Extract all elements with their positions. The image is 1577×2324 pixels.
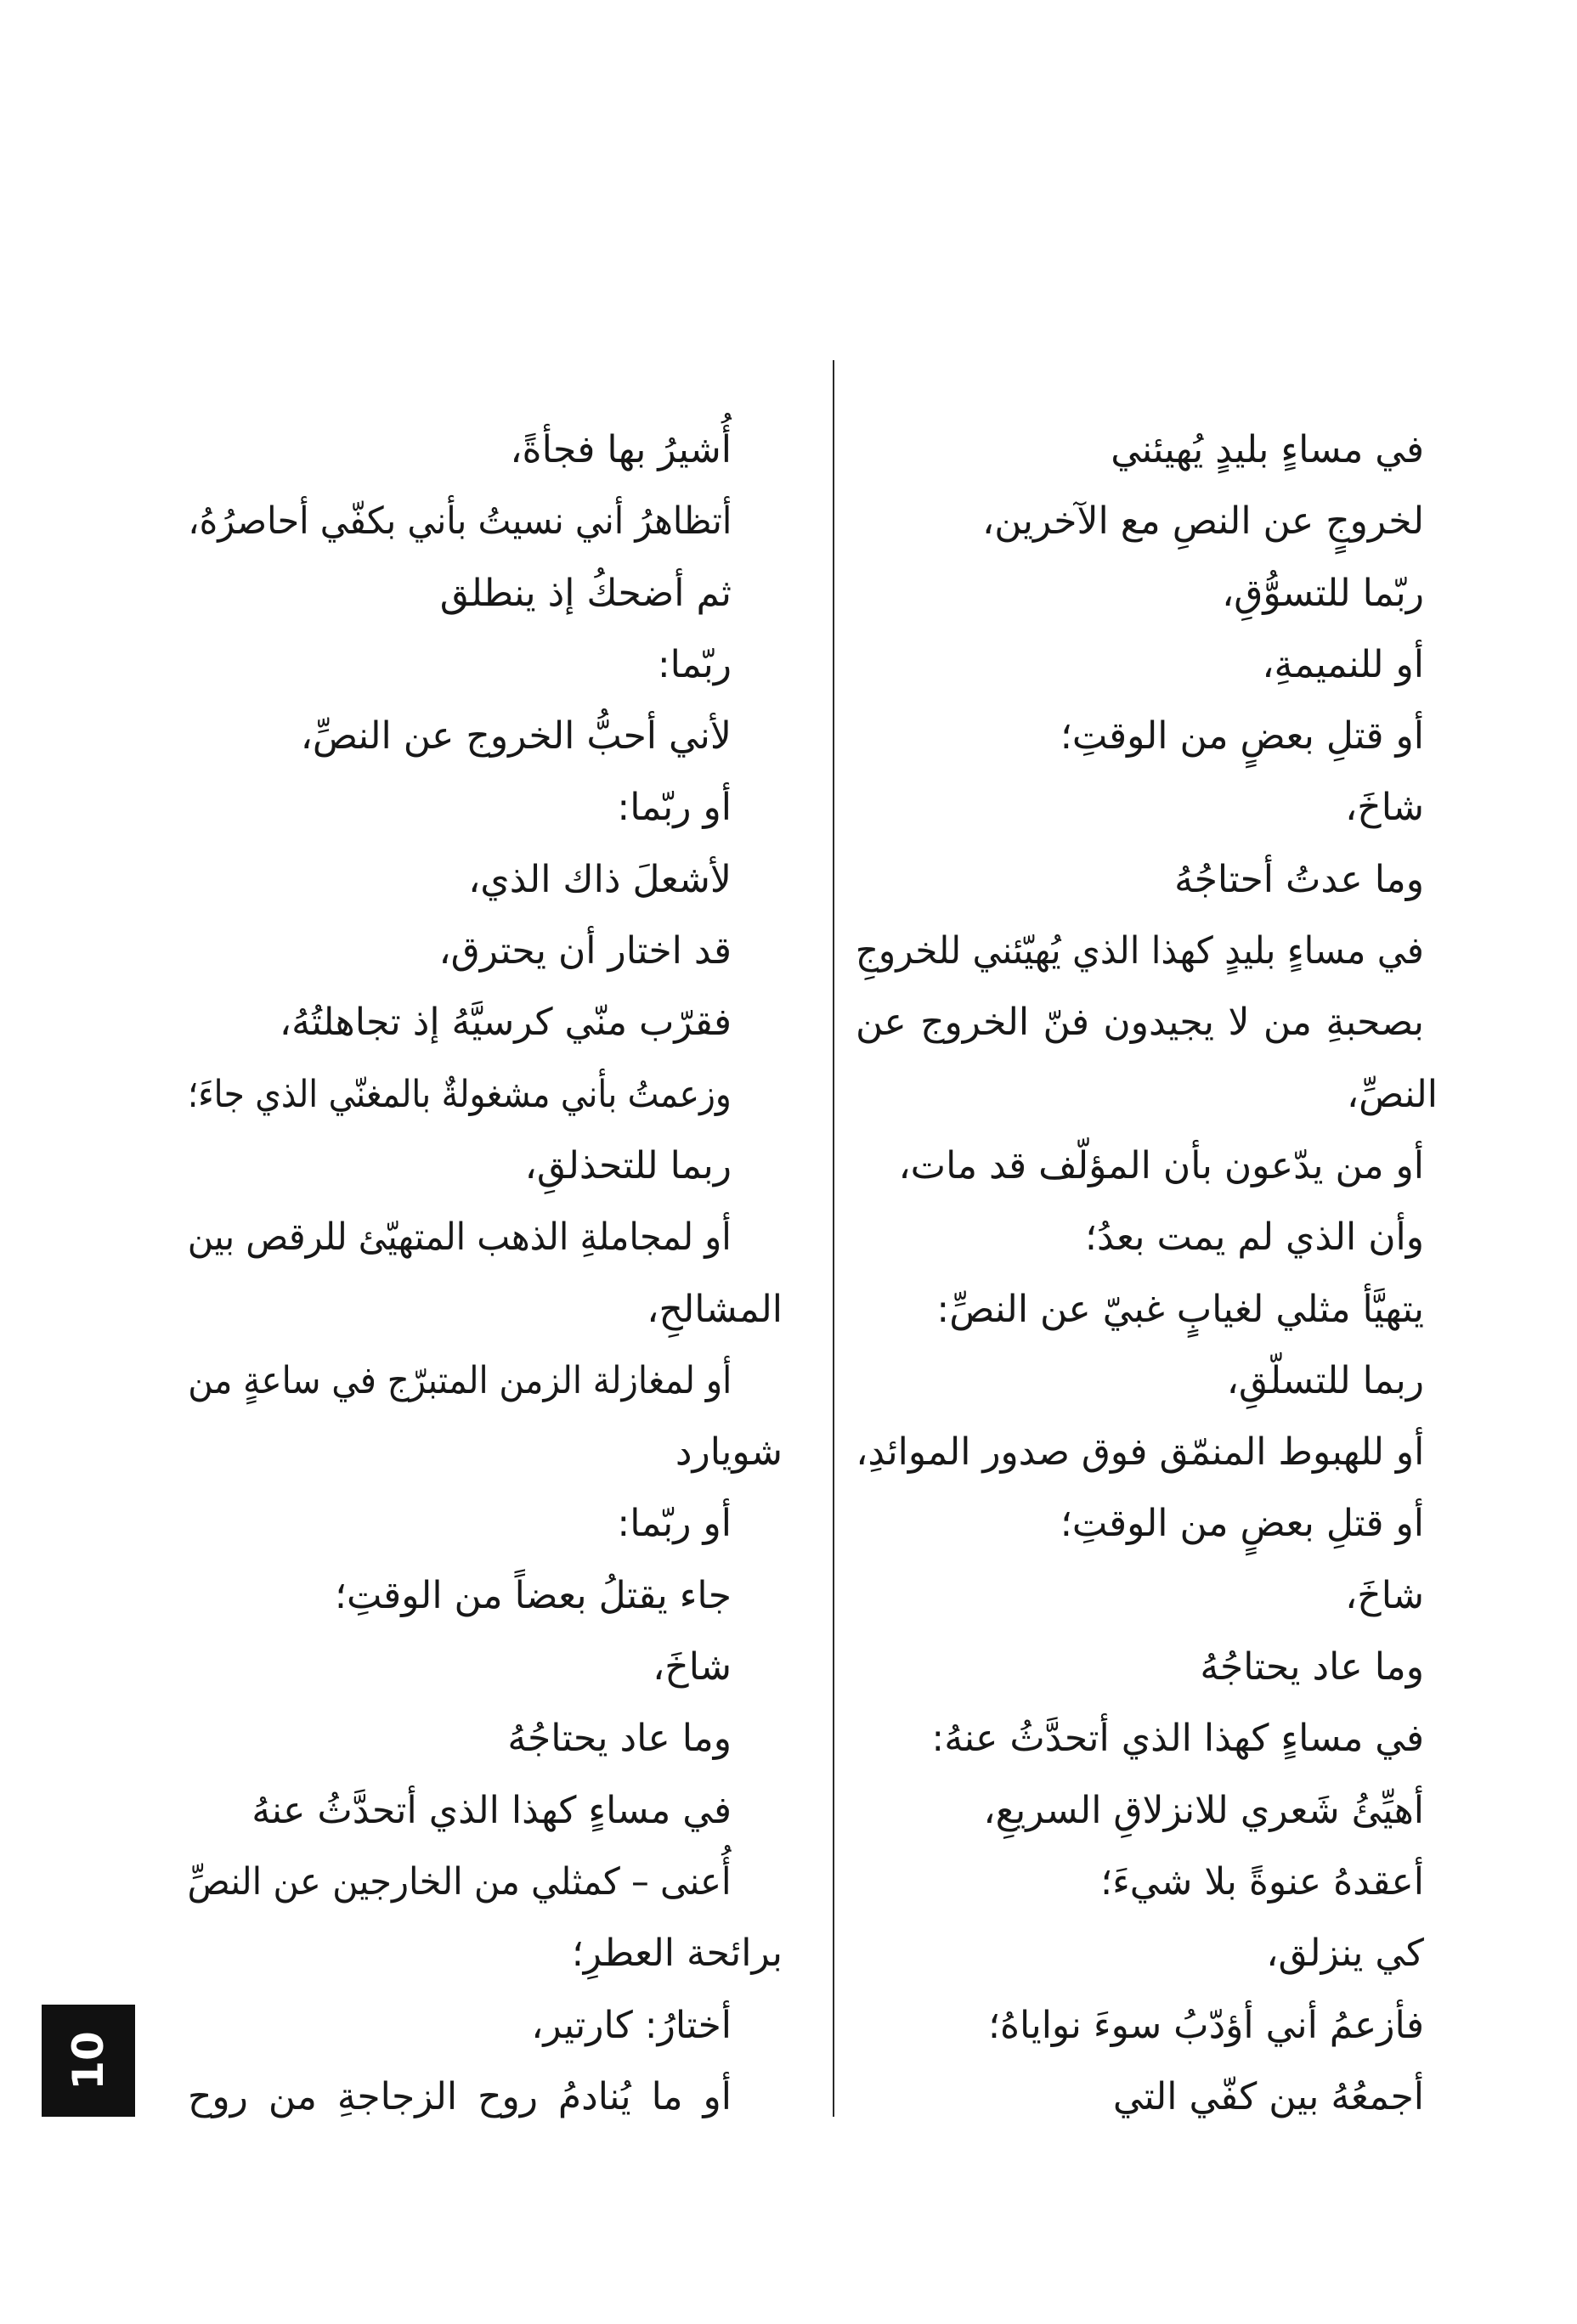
poem-line xyxy=(188,1131,783,1202)
poem-line xyxy=(856,1345,1438,1417)
poem-line-text: أتظاهرُ أني نسيتُ بأني بكفّي أحاصرُهُ، xyxy=(188,499,732,544)
poem-line xyxy=(856,1417,1438,1488)
poem-line xyxy=(188,1775,783,1847)
poem-line-text: أجمعُهُ بين كفّي التي xyxy=(1112,2074,1424,2118)
poem-line-text: أو قتلِ بعضٍ من الوقتِ؛ xyxy=(1060,714,1424,759)
poem-line-text: شاخَ، xyxy=(653,1645,732,1689)
poem-line-text: في مساءٍ كهذا الذي أتحدَّثُ عنهُ xyxy=(252,1788,732,1832)
poem-line-continuation xyxy=(188,1417,783,1488)
right-column xyxy=(856,415,1438,2133)
poem-line-text: جاء يقتلُ بعضاً من الوقتِ؛ xyxy=(334,1573,732,1617)
poem-line-text: أو لمجاملةِ الذهب المتهيّئ للرقص بين xyxy=(188,1216,732,1260)
poem-line xyxy=(856,772,1438,843)
poem-line-text: أو ربّما: xyxy=(617,786,732,830)
poem-line-continuation xyxy=(188,1918,783,1989)
poem-line-text: في مساءٍ كهذا الذي أتحدَّثُ عنهُ: xyxy=(931,1717,1424,1761)
poem-line-text: شويارد xyxy=(675,1430,783,1475)
poem-line-text: وما عدتُ أحتاجُهُ xyxy=(1174,857,1424,901)
poem-line xyxy=(856,1847,1438,1918)
poem-line-text: أهيِّئُ شَعري للانزلاقِ السريعِ، xyxy=(983,1788,1424,1832)
poem-line-text: أُعنى – كمثلي من الخارجين عن النصِّ xyxy=(188,1859,732,1904)
poem-line-text: في مساءٍ بليدٍ كهذا الذي يُهيّئني للخروجِ xyxy=(856,929,1424,973)
poem-line xyxy=(856,1918,1438,1989)
poem-line xyxy=(856,1560,1438,1632)
poem-line xyxy=(188,844,783,916)
poem-line-text: كي ينزلق، xyxy=(1266,1932,1424,1976)
poem-line-text: ربّما: xyxy=(657,642,732,686)
poem-line-text: برائحة العطرِ؛ xyxy=(571,1932,783,1976)
poem-line-text: فقرّب منّي كرسيَّهُ إذ تجاهلتُهُ، xyxy=(279,1001,732,1045)
poem-line xyxy=(856,1632,1438,1703)
left-column xyxy=(188,415,783,2133)
poem-line xyxy=(188,486,783,557)
poem-line-text: أو ما يُنادمُ روح الزجاجةِ من روح xyxy=(188,2074,732,2118)
poem-line xyxy=(856,629,1438,701)
poem-line xyxy=(856,1274,1438,1345)
poem-line-text: يتهيَّأ مثلي لغيابٍ غبيّ عن النصِّ: xyxy=(936,1287,1424,1331)
poem-line-text: فأزعمُ أني أؤدّبُ سوءَ نواياهُ؛ xyxy=(988,2003,1424,2047)
poem-line xyxy=(856,1990,1438,2062)
poem-line xyxy=(856,1488,1438,1560)
poem-line xyxy=(856,916,1438,987)
poem-line xyxy=(856,486,1438,557)
poem-line-text: شاخَ، xyxy=(1345,1573,1424,1617)
poem-line xyxy=(188,415,783,486)
poem-line xyxy=(856,987,1438,1058)
poem-line-text: أو قتلِ بعضٍ من الوقتِ؛ xyxy=(1060,1502,1424,1546)
poem-line xyxy=(856,558,1438,629)
poem-line xyxy=(188,1560,783,1632)
poem-line-text: أو ربّما: xyxy=(617,1502,732,1546)
poem-line xyxy=(856,1703,1438,1774)
poem-line-text: أُشيرُ بها فجأةً، xyxy=(510,428,732,471)
poem-line xyxy=(856,1202,1438,1273)
poem-line xyxy=(188,1059,783,1131)
poem-line-text: وما عاد يحتاجُهُ xyxy=(1200,1645,1424,1689)
poem-line-text: شاخَ، xyxy=(1345,786,1424,830)
poem-line-text: أختارُ: كارتير، xyxy=(531,2003,732,2047)
poem-line-text: وما عاد يحتاجُهُ xyxy=(507,1717,732,1761)
poem-line xyxy=(856,1775,1438,1847)
poem-line-text: أو من يدّعون بأن المؤلّف قد مات، xyxy=(898,1143,1424,1187)
poem-line xyxy=(188,1703,783,1774)
page-number: 10 xyxy=(64,2031,113,2090)
poem-line-continuation xyxy=(856,1059,1438,1131)
poem-line-text: المشالحِ، xyxy=(647,1287,783,1331)
poem-line-text: ثم أضحكُ إذ ينطلق xyxy=(439,571,732,615)
poem-line-text: لأني أحبُّ الخروج عن النصِّ، xyxy=(300,714,732,759)
poem-line xyxy=(856,701,1438,772)
poem-line xyxy=(188,1202,783,1273)
poem-line xyxy=(188,987,783,1058)
poem-line-text: ربما للتحذلقِ، xyxy=(524,1143,732,1187)
poem-line-text: وزعمتُ بأني مشغولةٌ بالمغنّي الذي جاءَ؛ xyxy=(188,1072,732,1116)
column-divider xyxy=(833,360,834,2117)
poem-line-text: ربما للتسلّقِ، xyxy=(1226,1358,1424,1402)
poem-line-continuation xyxy=(188,1274,783,1345)
poem-line xyxy=(188,2062,783,2133)
poem-line xyxy=(856,1131,1438,1202)
poem-line-text: أو للهبوط المنمّق فوق صدور الموائدِ، xyxy=(856,1430,1424,1475)
poem-line xyxy=(188,772,783,843)
poem-line-text: بصحبةِ من لا يجيدون فنّ الخروج عن xyxy=(856,1001,1424,1045)
poem-line xyxy=(856,415,1438,486)
page-number-box xyxy=(42,2005,135,2117)
poem-line xyxy=(856,844,1438,916)
poem-line-text: أو لمغازلة الزمن المتبرّج في ساعةٍ من xyxy=(188,1358,732,1402)
poem-line xyxy=(856,2062,1438,2133)
poem-line xyxy=(188,1488,783,1560)
poem-line-text: ربّما للتسوُّقِ، xyxy=(1222,571,1424,615)
poem-line xyxy=(188,1847,783,1918)
poem-line xyxy=(188,701,783,772)
poem-line xyxy=(188,1632,783,1703)
poem-line-text: لأشعلَ ذاك الذي، xyxy=(468,857,732,901)
poem-line xyxy=(188,916,783,987)
poem-line xyxy=(188,1990,783,2062)
poem-line xyxy=(188,629,783,701)
poem-line-text: أو للنميمةِ، xyxy=(1262,642,1424,686)
poem-line-text: في مساءٍ بليدٍ يُهيئني xyxy=(1111,428,1424,471)
poem-line-text: لخروجٍ عن النصِ مع الآخرين، xyxy=(982,499,1424,544)
poem-line-text: أعقدهُ عنوةً بلا شيءَ؛ xyxy=(1100,1859,1424,1904)
poem-line xyxy=(188,558,783,629)
poem-line-text: النصِّ، xyxy=(1346,1072,1438,1116)
poem-line xyxy=(188,1345,783,1417)
poem-line-text: وأن الذي لم يمت بعدُ؛ xyxy=(1084,1216,1424,1260)
poem-line-text: قد اختار أن يحترق، xyxy=(438,929,732,973)
